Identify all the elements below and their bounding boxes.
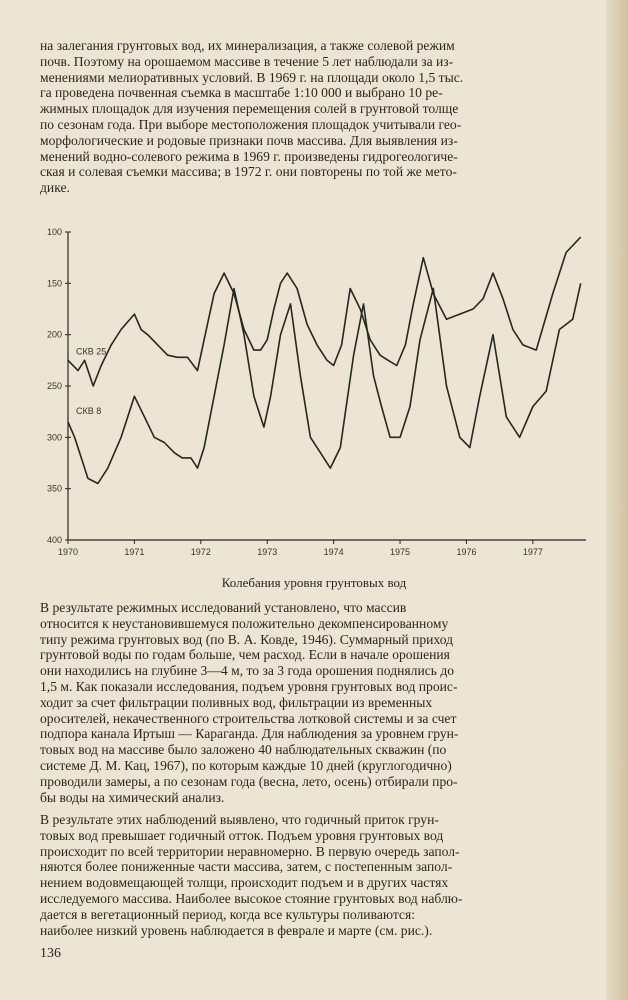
series-label-1: СКВ 25 (76, 346, 107, 357)
groundwater-chart (40, 222, 596, 572)
x-tick-label: 1970 (57, 547, 79, 557)
series-label-2: СКВ 8 (76, 405, 102, 416)
x-tick-label: 1975 (390, 547, 411, 557)
paragraph-observations: В результате этих наблюдений выявлено, что годичный приток грун- товых вод превышает годичный отток. Подъем уровня грунтовых вод происходит по всей территории неравномерно. В первую очередь запол- няются более пониженные части массива, затем, с постепенным запол- нением водовмещающей толщи, происходит подъем и в других частях исследуемого массива. Наиболее высокое стояние грунтовых вод наблю- дается в вегетационный период, когда все культуры поливаются: наиболее низкий уровень наблюдается в феврале и марте (см. рис.). (40, 812, 463, 938)
y-tick-label: 350 (46, 483, 62, 494)
y-tick-label: 150 (46, 278, 62, 289)
y-tick-label: 200 (46, 329, 62, 340)
x-tick-label: 1974 (323, 547, 344, 557)
page-edge-shadow (606, 0, 628, 1000)
y-tick-label: 250 (46, 381, 62, 391)
paragraph-results: В результате режимных исследований установлено, что массив относится к неустановившемуся положительно декомпенсированному типу режима грунтовых вод (по В. А. Ковде, 1946). Суммарный приход грунтовой воды по годам больше, чем расход. Если в начале орошения они находились на глубине 3—4 м, то за 3 года орошения поднялись до 1,5 м. Как показали исследования, подъем уровня грунтовых вод проис- ходит за счет фильтрации поливных вод, фильтрации из временных оросителей, некачественного строительства лотковой системы и за счет подпора канала Иртыш — Караганда. Для наблюдения за уровнем грун- товых вод на массиве было заложено 40 наблюдательных скважин (по системе Д. М. Кац, 1967), по которым каждые 10 дней (круглогодично) проводили замеры, а по сезонам года (весна, лето, осень) отбирали про- бы воды на химический анализ. (40, 600, 459, 805)
page-number: 136 (40, 946, 61, 961)
x-tick-label: 1971 (124, 547, 145, 557)
y-tick-label: 400 (46, 535, 62, 545)
x-tick-label: 1972 (190, 547, 211, 557)
series-line-2 (68, 283, 581, 483)
series-line-1 (68, 237, 581, 386)
y-tick-label: 100 (46, 227, 62, 237)
paragraph-intro: на залегания грунтовых вод, их минерализация, а также солевой режим почв. Поэтому на орошаемом массиве в течение 5 лет наблюдали за из- менениями мелиоративных условий. В 1969 г. на площади около 1,5 тыс. га проведена почвенная съемка в масштабе 1:10 000 и выбрано 10 ре- жимных площадок для изучения перемещения солей в грунтовой толще по сезонам года. При выборе местоположения площадок учитывали гео- морфологические и родовые признаки почв массива. Для выявления из- менений водно-солевого режима в 1969 г. произведены гидрогеологиче- ская и солевая съемки массива; в 1972 г. они повторены по той же мето- дике. (40, 38, 464, 196)
x-tick-label: 1977 (522, 547, 543, 557)
chart-svg (40, 222, 596, 572)
figure-caption: Колебания уровня грунтовых вод (221, 575, 407, 590)
x-tick-label: 1976 (456, 547, 477, 557)
x-tick-label: 1973 (257, 547, 278, 557)
y-tick-label: 300 (46, 432, 62, 443)
